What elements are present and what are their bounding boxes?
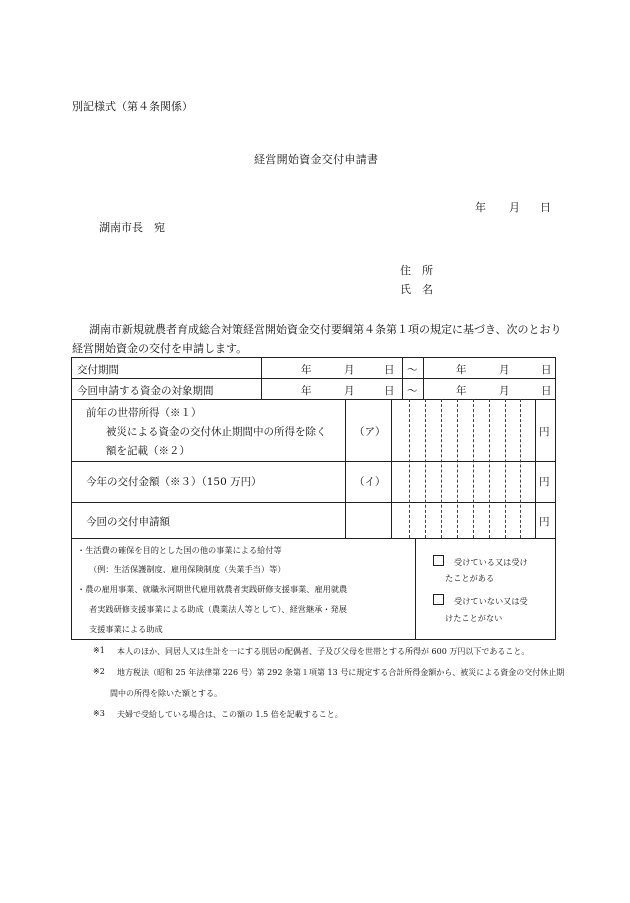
row-divider [72, 461, 555, 462]
checkbox-not-received[interactable] [433, 594, 528, 607]
application-table [71, 357, 556, 640]
intro-line-2: 経営開始資金の交付を申請します。 [72, 342, 248, 355]
other-benefits-line-5: 支援事業による助成 [89, 624, 163, 634]
col-divider [402, 358, 403, 399]
row-divider [72, 378, 555, 379]
digit-divider [425, 399, 426, 538]
digit-divider [520, 399, 521, 538]
checkbox-icon[interactable] [433, 555, 444, 566]
date-month-label: 月 [509, 201, 520, 214]
address-label: 住 所 [400, 264, 433, 277]
col-divider [423, 358, 424, 399]
other-benefits-line-1: ・生活費の確保を目的とした国の他の事業による給付等 [77, 545, 282, 555]
page-title: 経営開始資金交付申請書 [254, 153, 379, 166]
col-divider [345, 399, 346, 538]
col-divider [535, 399, 536, 538]
income-label-line-1: 前年の世帯所得（※１） [86, 407, 202, 419]
col-divider [391, 399, 392, 538]
start-day: 日 [384, 364, 395, 376]
yen-unit: 円 [539, 516, 550, 528]
checkbox-not-received-label-2: けたことがない [445, 613, 503, 623]
end-year: 年 [456, 364, 467, 376]
name-label: 氏 名 [400, 283, 433, 296]
other-benefits-line-4: 者実践研修支援事業による助成（農業法人等として）、経営継承・発展 [89, 604, 347, 614]
note-3-text: 夫婦で受給している場合は、この額の 1.5 倍を記載すること。 [117, 710, 343, 719]
target-period-label: 今回申請する資金の対象期間 [77, 385, 214, 397]
yen-unit: 円 [539, 426, 550, 438]
start-day: 日 [384, 385, 395, 397]
end-month: 月 [499, 364, 510, 376]
mark-i: （イ） [354, 476, 386, 488]
end-day: 日 [541, 385, 552, 397]
note-1-text: 本人のほか、同居人又は生計を一にする別居の配偶者、子及び父母を世帯とする所得が 600 万円以下であること。 [117, 647, 530, 656]
row-divider [72, 502, 555, 503]
note-3-mark: ※3 [93, 709, 105, 718]
digit-divider [473, 399, 474, 538]
digit-divider [457, 399, 458, 538]
apply-amount-label: 今回の交付申請額 [86, 516, 170, 528]
note-2-mark: ※2 [93, 667, 105, 676]
form-number-label: 別記様式（第４条関係） [72, 100, 193, 113]
start-year: 年 [301, 364, 312, 376]
income-label-line-3: 額を記載（※２） [106, 445, 190, 457]
end-month: 月 [499, 385, 510, 397]
end-year: 年 [456, 385, 467, 397]
digit-divider [505, 399, 506, 538]
checkbox-icon[interactable] [433, 594, 444, 605]
row-divider [72, 399, 555, 400]
date-year-label: 年 [475, 201, 486, 214]
start-month: 月 [344, 385, 355, 397]
col-divider [261, 358, 262, 399]
checkbox-not-received-label: 受けていない又は受 [454, 596, 528, 606]
addressee: 湖南市長 宛 [99, 221, 165, 234]
col-divider [415, 538, 416, 639]
start-year: 年 [301, 385, 312, 397]
mark-a: （ア） [354, 426, 386, 438]
yen-unit: 円 [539, 476, 550, 488]
digit-divider [409, 399, 410, 538]
other-benefits-line-3: ・農の雇用事業、就職氷河期世代雇用就農者実践研修支援事業、雇用就農 [77, 584, 348, 594]
end-day: 日 [541, 364, 552, 376]
other-benefits-line-2: （例：生活保護制度、雇用保険制度（失業手当）等） [89, 564, 286, 574]
start-month: 月 [344, 364, 355, 376]
note-2-text-line-1: 地方税法（昭和 25 年法律第 226 号）第 292 条第１項第 13 号に規定する合計所得金額から、被災による資金の交付休止期 [117, 668, 565, 677]
grant-period-label: 交付期間 [77, 364, 119, 376]
income-label-line-2: 被災による資金の交付休止期間中の所得を除く [106, 426, 327, 438]
range-tilde: ～ [407, 385, 418, 397]
intro-line-1: 湖南市新規就農者育成総合対策経営開始資金交付要綱第４条第１項の規定に基づき、次のとおり [89, 323, 562, 336]
checkbox-received[interactable] [433, 555, 528, 568]
range-tilde: ～ [407, 364, 418, 376]
checkbox-received-label: 受けている又は受け [454, 557, 528, 567]
note-2-text-line-2: 間中の所得を除いた額とする。 [110, 689, 222, 698]
grant-amount-label: 今年の交付金額（※３）（150 万円） [86, 476, 262, 488]
checkbox-received-label-2: たことがある [445, 573, 495, 583]
row-divider [72, 538, 555, 539]
date-day-label: 日 [540, 201, 551, 214]
digit-divider [489, 399, 490, 538]
note-1-mark: ※1 [93, 646, 105, 655]
digit-divider [441, 399, 442, 538]
